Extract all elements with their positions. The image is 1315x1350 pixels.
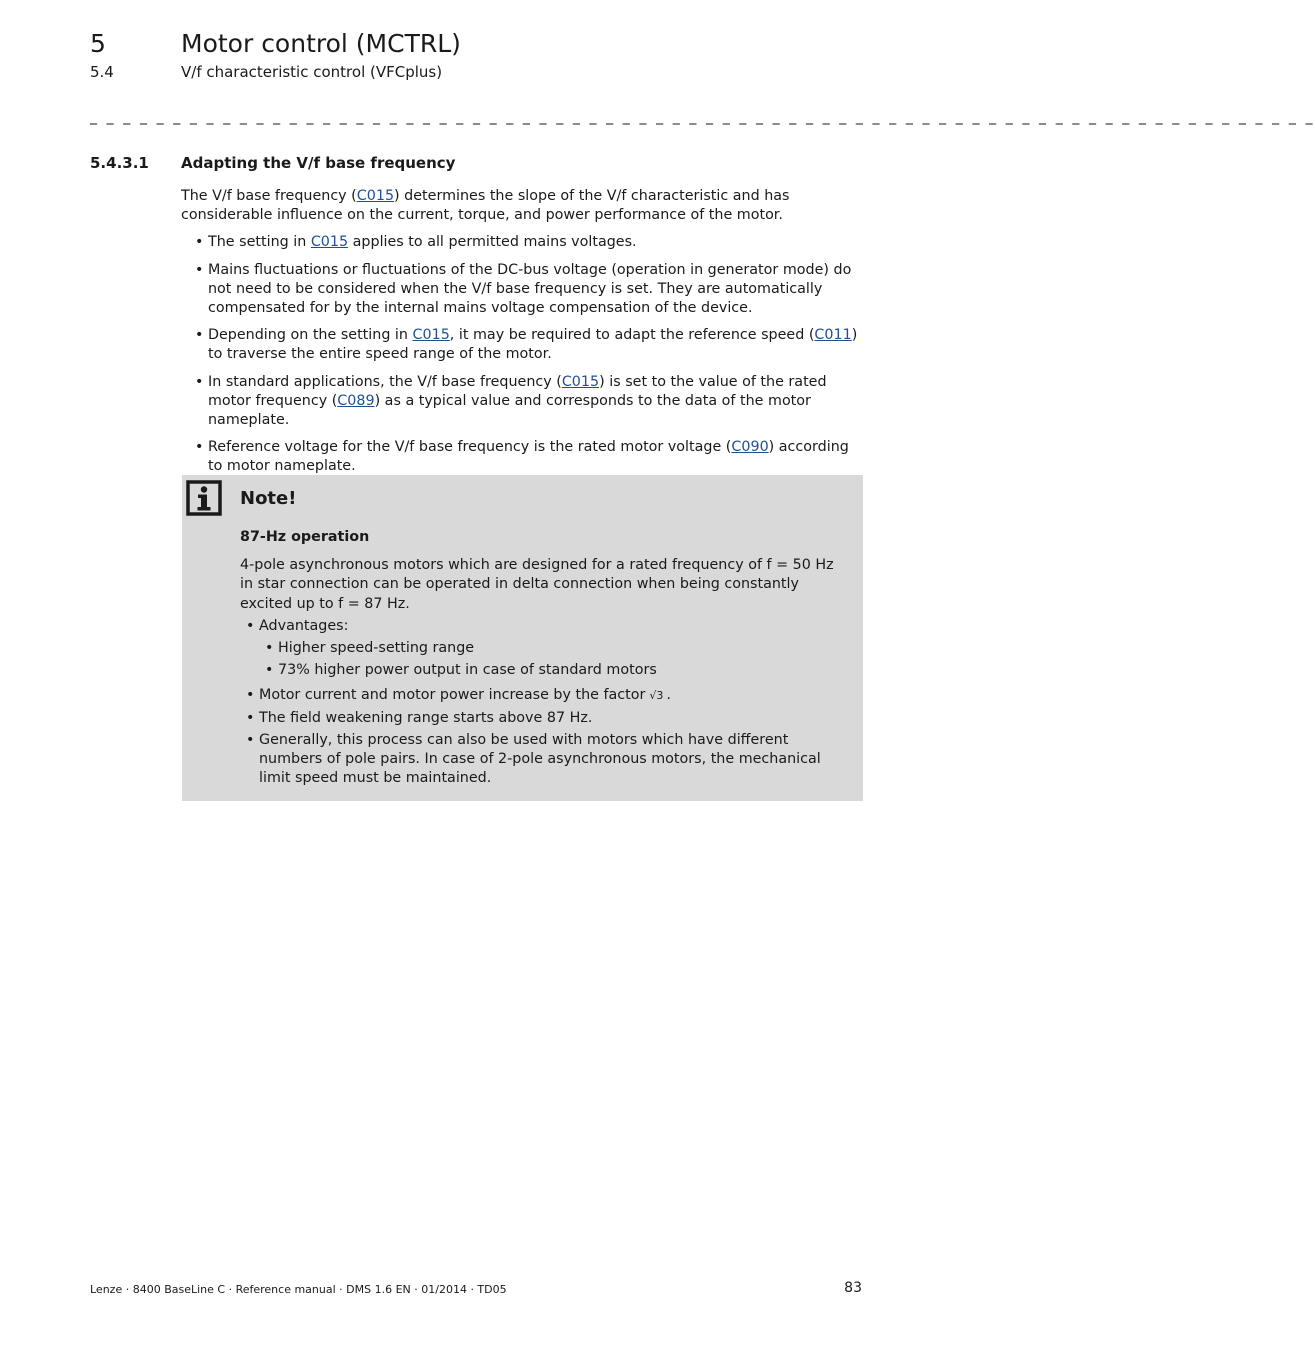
c015-link[interactable]: C015: [412, 327, 450, 344]
list-item: • The setting in C015 applies to all permitted mains voltages.: [181, 233, 865, 252]
subsection-number: 5.4.3.1: [90, 154, 149, 172]
list-item: • Advantages: • Higher speed-setting range • 73% higher power output in case of standard motors: [240, 617, 848, 681]
section-number: 5.4: [90, 63, 114, 81]
note-box: [182, 475, 863, 801]
section-title: V/f characteristic control (VFCplus): [181, 63, 443, 81]
dashed-separator: _ _ _ _ _ _ _ _ _ _ _ _ _ _ _ _ _ _ _ _ _ _ _ _ _ _ _ _ _ _ _ _ _ _ _ _ _ _ _ _ _ _ _ _ _ _ _ _ _ _ _ _ _ _ _ _ _ _ _ _ _ _ _ _ _ _ _ _ _ _ _ _ _ _: [90, 109, 1315, 125]
note-bullet-list: [240, 617, 848, 789]
chapter-title: Motor control (MCTRL): [181, 29, 461, 58]
page-number: 83: [844, 1280, 862, 1296]
c090-link[interactable]: C090: [731, 439, 769, 456]
info-bullet-list: [181, 233, 865, 476]
c011-link[interactable]: C011: [814, 327, 852, 344]
c015-link[interactable]: C015: [310, 234, 349, 251]
sqrt-three-symbol: √3: [649, 689, 664, 703]
c015-link[interactable]: C015: [356, 188, 395, 204]
list-item: • 73% higher power output in case of standard motors: [259, 661, 848, 680]
list-item: • Mains fluctuations or fluctuations of the DC-bus voltage (operation in generator mode) do not need to be considered when the V/f base frequency is set. They are automatically compensated for by the internal mains voltage compensation of the device.: [181, 261, 865, 319]
footer-text: Lenze · 8400 BaseLine C · Reference manual · DMS 1.6 EN · 01/2014 · TD05: [90, 1283, 507, 1296]
list-item: • Higher speed-setting range: [259, 639, 848, 658]
body-content: [181, 187, 865, 485]
advantages-list: [259, 639, 848, 680]
list-item: • Depending on the setting in C015, it may be required to adapt the reference speed (C011) to traverse the entire speed range of the motor.: [181, 326, 865, 364]
list-item: • Reference voltage for the V/f base frequency is the rated motor voltage (C090) according to motor nameplate.: [181, 438, 865, 476]
info-icon: [186, 480, 222, 516]
list-item: • The field weakening range starts above 87 Hz.: [240, 709, 848, 728]
note-subheading: 87-Hz operation: [240, 529, 370, 545]
list-item: • Motor current and motor power increase by the factor √3 .: [240, 686, 848, 705]
chapter-number: 5: [90, 29, 106, 58]
note-heading: Note!: [240, 488, 297, 509]
intro-paragraph: The V/f base frequency (C015) determines the slope of the V/f characteristic and has considerable influence on the current, torque, and power performance of the motor.: [181, 188, 790, 224]
c089-link[interactable]: C089: [337, 392, 375, 409]
c015-link[interactable]: C015: [561, 373, 600, 390]
list-item: • Generally, this process can also be used with motors which have different numbers of pole pairs. In case of 2-pole asynchronous motors, the mechanical limit speed must be maintained.: [240, 731, 848, 789]
list-item: • In standard applications, the V/f base frequency (C015) is set to the value of the rated motor frequency (C089) as a typical value and corresponds to the data of the motor nameplate.: [181, 373, 865, 431]
note-body: [240, 528, 848, 791]
note-paragraph: 4-pole asynchronous motors which are designed for a rated frequency of f = 50 Hz in star connection can be operated in delta connection when being constantly excited up to f = 87 Hz.: [240, 557, 834, 612]
subsection-title: Adapting the V/f base frequency: [181, 154, 456, 172]
